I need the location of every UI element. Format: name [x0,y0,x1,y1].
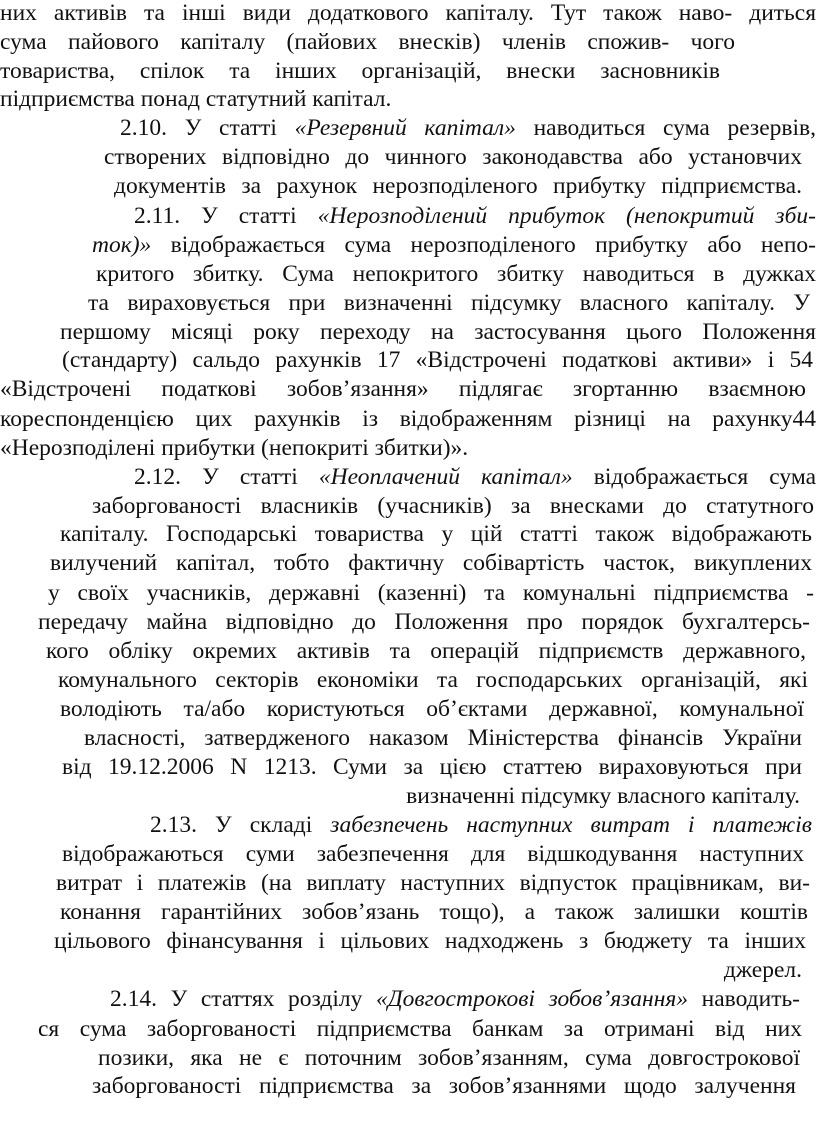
text-line [50,547,812,579]
text-segment: джерел. [723,957,802,983]
text-line [62,344,813,376]
text-segment: створених відповідно до чинного законодавства або установчих [104,144,802,170]
text-line [694,954,802,986]
text-segment: цільового фінансування і цільових надходжень з бюджету та інших [54,928,806,954]
text-segment: передачу майна відповідно до Положення про порядок бухгалтерсь- [38,609,810,635]
text-line [60,693,804,725]
text-segment: наводиться сума резервів, [515,115,816,141]
text-line [0,83,406,115]
text-segment: вилучений капітал, тобто фактичну собівартість часток, викуплених [50,550,812,576]
text-segment: 2.12. У статті [134,464,319,490]
text-segment: підприємства понад статутний капітал. [0,86,392,112]
text-line [92,1070,796,1102]
text-segment: від 19.12.2006 N 1213. Суми за цією статтею вираховуються при [62,754,802,780]
text-line [0,373,806,405]
text-line [62,838,804,870]
text-segment: наводить- [688,986,801,1012]
text-line [370,780,800,812]
text-segment: заборгованості підприємства за зобов’язаннями щодо залучення [92,1073,796,1099]
italic-term: «Резервний капітал» [294,115,516,141]
text-segment: «Відстрочені податкові зобов’язання» підлягає згортанню взаємною [0,376,806,402]
text-segment: документів за рахунок нерозподіленого прибутку підприємства. [114,173,802,199]
text-segment: відображаються суми забезпечення для відшкодування наступних [62,841,804,867]
text-segment: критого збитку. Сума непокритого збитку наводиться в дужках [96,261,816,287]
text-line [0,0,816,29]
italic-term: «Довгострокові зобов’язання» [375,986,689,1012]
text-segment: у своїх учасників, державні (казенні) та комунальні підприємства - [48,580,814,606]
text-segment: ся сума заборгованості підприємства банкам за отримані від них [38,1016,802,1042]
text-line [38,606,810,638]
italic-term: «Неоплачений капітал» [318,464,573,490]
text-line [150,809,812,841]
text-line [48,577,814,609]
text-segment: 2.11. У статті [134,203,318,229]
text-line [60,896,808,928]
text-line [120,112,816,144]
text-segment: та вираховується при визначенні підсумку власного капіталу. У [88,290,810,316]
text-segment: конання гарантійних зобов’язань тощо), а також залишки коштів [60,899,808,925]
text-segment: відображається сума [572,464,816,490]
text-segment: 2.10. У статті [120,115,295,141]
text-segment: «Нерозподілені прибутки (непокриті збитки)». [0,435,469,461]
text-line [114,170,802,202]
text-segment: (стандарту) сальдо рахунків 17 «Відстрочені податкові активи» і 54 [62,347,813,373]
text-segment: товариства, спілок та інших організацій, внески засновників [0,58,720,84]
text-segment: кореспонденцією цих рахунків із відображенням різниці на рахунку44 [0,406,816,432]
text-line [84,722,802,754]
text-line [60,518,812,550]
text-line [58,664,808,696]
text-line [0,403,816,435]
text-segment: кого обліку окремих активів та операцій підприємств державного, [46,638,806,664]
text-line [92,229,816,261]
text-segment: сума пайового капіталу (пайових внесків) членів спожив- чого [0,29,735,55]
text-line [38,1013,802,1045]
italic-term: ток)» [92,232,152,258]
text-segment: 2.13. У складі [150,812,331,838]
text-segment: них активів та інші види додаткового капіталу. Тут також наво- диться [0,0,816,26]
text-segment: 2.14. У статтях розділу [110,986,376,1012]
text-segment: першому місяці року переходу на застосування цього Положення [60,319,816,345]
text-line [54,925,806,957]
text-line [88,287,810,319]
italic-term: «Нерозподілений прибуток (непокритий зби- [317,203,816,229]
text-segment: позики, яка не є поточним зобов’язанням, сума довгострокової [98,1045,800,1071]
text-line [56,867,810,899]
text-segment: власності, затвердженого наказом Міністерства фінансів України [84,725,802,751]
text-line [104,141,802,173]
text-segment: відображається сума нерозподіленого прибутку або непо- [151,232,816,258]
italic-term: забезпечень наступних витрат і платежів [330,812,812,838]
text-segment: володіють та/або користуються об’єктами державної, комунальної [60,696,804,722]
text-line [134,200,816,232]
text-line [62,751,802,783]
text-line [0,26,735,58]
text-line [96,258,816,290]
text-line [110,983,800,1015]
text-segment: комунального секторів економіки та господарських організацій, які [58,667,808,693]
text-segment: капіталу. Господарські товариства у цій статті також відображають [60,521,812,547]
text-line [0,432,502,464]
text-line [46,635,806,667]
text-segment: заборгованості власників (учасників) за внесками до статутного [92,493,814,519]
text-segment: витрат і платежів (на виплату наступних відпусток працівникам, ви- [56,870,810,896]
text-line [134,461,816,493]
text-segment: визначенні підсумку власного капіталу. [406,783,800,809]
